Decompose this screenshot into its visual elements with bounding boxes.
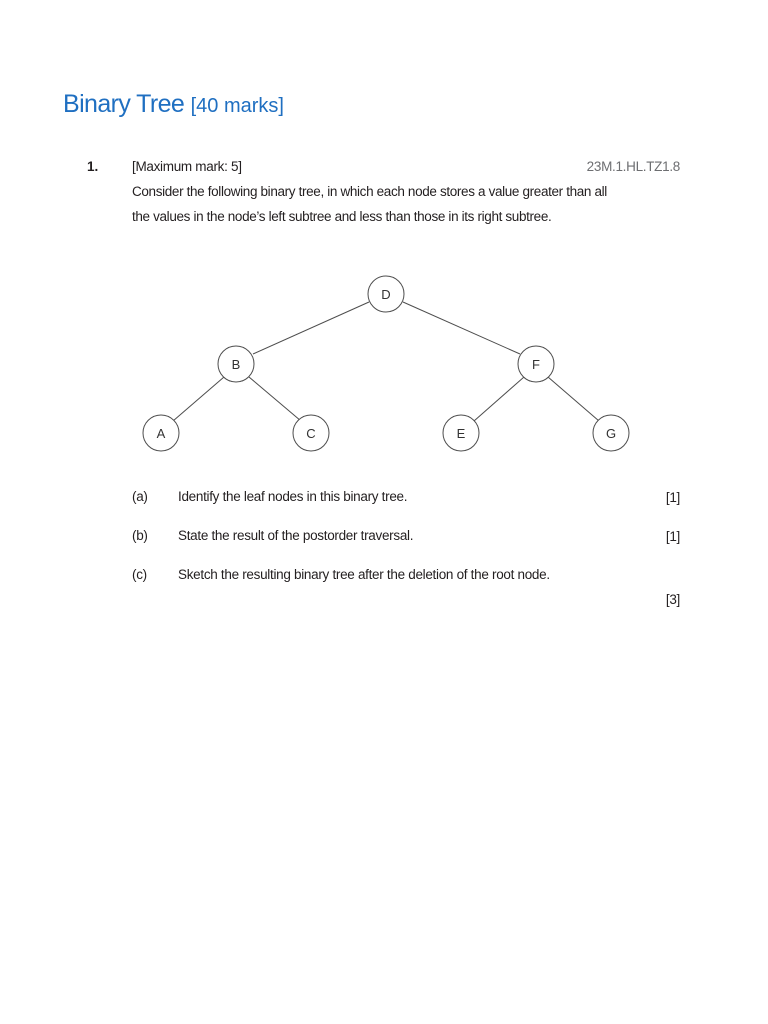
- tree-node-b-label: B: [231, 357, 241, 372]
- part-letter: (b): [132, 528, 148, 543]
- question-reference: 23M.1.HL.TZ1.8: [586, 159, 680, 174]
- question-part-c: [132, 563, 680, 612]
- tree-node-a: [143, 415, 179, 451]
- edge-f-g: [548, 377, 599, 421]
- part-marks: [1]: [665, 528, 680, 544]
- edge-f-e: [474, 377, 524, 421]
- question-part-a: [132, 485, 680, 510]
- question-number: 1.: [87, 159, 99, 174]
- tree-node-e: [443, 415, 479, 451]
- tree-node-c: [293, 415, 329, 451]
- page-title: [63, 90, 284, 119]
- edge-b-a: [173, 377, 224, 421]
- edge-d-b: [253, 302, 369, 354]
- title-text: Binary Tree: [63, 90, 185, 118]
- part-text: Identify the leaf nodes in this binary tree.: [178, 489, 408, 504]
- question-max-mark: [Maximum mark: 5]: [132, 159, 242, 174]
- tree-node-g-label: G: [605, 426, 617, 441]
- question-part-b: [132, 524, 680, 549]
- binary-tree-diagram: [130, 265, 650, 465]
- tree-node-d-label: D: [381, 287, 391, 302]
- part-marks: [3]: [665, 591, 680, 607]
- question-stem: Consider the following binary tree, in which each node stores a value greater than all the values in the node’s left subtree and less than those in its right subtree.: [132, 184, 607, 224]
- part-letter: (a): [132, 489, 148, 504]
- tree-node-b: [218, 346, 254, 382]
- part-letter: (c): [132, 567, 147, 582]
- tree-node-e-label: E: [456, 426, 466, 441]
- tree-node-g: [593, 415, 629, 451]
- edge-b-c: [249, 377, 301, 421]
- part-text: Sketch the resulting binary tree after the deletion of the root node.: [178, 567, 550, 582]
- part-marks: [1]: [665, 489, 680, 505]
- title-marks: [40 marks]: [190, 95, 284, 117]
- tree-node-d: [368, 276, 404, 312]
- tree-node-f-label: F: [532, 357, 540, 372]
- tree-node-c-label: C: [306, 426, 316, 441]
- tree-node-a-label: A: [156, 426, 166, 441]
- tree-node-f: [518, 346, 554, 382]
- part-text: State the result of the postorder traversal.: [178, 528, 414, 543]
- edge-d-f: [403, 302, 520, 354]
